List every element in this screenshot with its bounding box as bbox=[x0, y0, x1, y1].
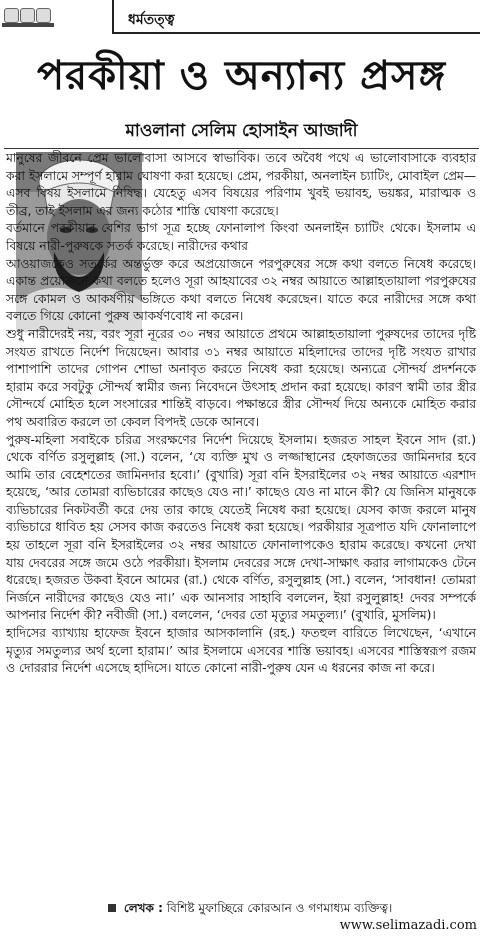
bullet-icon bbox=[108, 904, 116, 912]
paragraph: হাদিসের ব্যাখ্যায় হাফেজ ইবনে হাজার আসকালানি (রহ.) ফতহুল বারিতে লিখেছেন, ‘এখানে মৃত্যুর সমতুল্যর অর্থ হলো হারাম।’ আর ইসলামে এসবের শাস্তি ভয়াবহ। এসবের শাস্তিস্বরূপ রজম ও দোররার নির্দেশ এসেছে হাদিসে। যাতে কোনো নারী-পুরুষ যেন এ ধরনের কাজ না করে। bbox=[6, 626, 476, 676]
website-url[interactable]: www.selimazadi.com bbox=[339, 918, 477, 933]
header-divider bbox=[112, 32, 480, 34]
article-body bbox=[6, 150, 476, 678]
byline-divider bbox=[4, 148, 479, 149]
paragraph: বর্তমানে পরকীয়ার বেশির ভাগ সূত্র হচ্ছে ফোনালাপ কিংবা অনলাইন চ্যাটিং থেকে। ইসলাম এ বিষয়ে নারী-পুরুষকে সতর্ক করেছে। নারীদের কথার bbox=[6, 221, 476, 253]
paragraph: শুধু নারীদেরই নয়, বরং সূরা নূরের ৩০ নম্বর আয়াতে প্রথমে আল্লাহতায়ালা পুরুষদের তাদের দৃষ্টি সংযত রাখতে নির্দেশ দিয়েছেন। আবার ৩১ নম্বর আয়াতে মহিলাদের তাদের দৃষ্টি সংযত রাখার পাশাপাশি তাদের গোপন শোভা অনাবৃত করতে নিষেধ করা হয়েছে। অন্যত্রে সৌন্দর্য প্রদর্শনকে হারাম করে সবটুকু সৌন্দর্য স্বামীর জন্য নিবেদনে উৎসাহ প্রদান করা হয়েছে। কারণ স্বামী তার স্ত্রীর সৌন্দর্যে মোহিত হলে সংসারের শান্তিই বাড়বে। পক্ষান্তরে স্ত্রীর সৌন্দর্য দিয়ে অন্যকে মোহিত করার পথ অবারিত করলে তা কেবল বিপদই ডেকে আনবে। bbox=[6, 326, 476, 429]
paragraph: মানুষের জীবনে প্রেম ভালোবাসা আসবে স্বাভাবিক। তবে অবৈধ পথে এ ভালোবাসাকে ব্যবহার করা ইসলামে সম্পূর্ণ হারাম ঘোষণা করা হয়েছে। প্রেম, পরকীয়া, অনলাইন চ্যাটিং, মোবাইল প্রেম— এসব বিষয় ইসলামে নিষিদ্ধ। যেহেতু এসব বিষয়ের পরিণাম খুবই ভয়াবহ, ভয়ঙ্কর, মারাত্মক ও তীব্র, তাই ইসলাম এর জন্য কঠোর শাস্তি ঘোষণা করেছে। bbox=[6, 151, 476, 218]
writer-note bbox=[108, 900, 392, 920]
paragraph: পুরুষ-মহিলা সবাইকে চরিত্র সংরক্ষণের নির্দেশ দিয়েছে ইসলাম। হজরত সাহল ইবনে সাদ (রা.) থেকে বর্ণিত রসুলুল্লাহ (সা.) বলেন, ‘যে ব্যক্তি মুখ ও লজ্জাস্থানের হেফাজতের জামিনদার হবে আমি তার বেহেশতের জামিনদার হবো।’ (বুখারি) সূরা বনি ইসরাইলের ৩২ নম্বর আয়াতে এরশাদ হয়েছে, ‘আর তোমরা ব্যভিচারের কাছেও যেও না।’ কাছেও যেও না মানে কী? যে জিনিস মানুষকে ব্যভিচারের নিকটবর্তী করে দেয় তার কাছে যেতেই নিষেধ করা হয়েছে। যেসব কাজ করলে মানুষ ব্যভিচারে ধাবিত হয় সেসব কাজ করতেও নিষেধ করা হয়েছে। পরকীয়ার সূত্রপাত যদি ফোনালাপে হয় তাহলে সূরা বনি ইসরাইলের ৩২ নম্বর আয়াতে ফোনালাপকেও হারাম করেছে। কখনো দেখা যায় দেবরের সঙ্গে জমে ওঠে পরকীয়া। ইসলাম দেবরের সঙ্গে দেখা-সাক্ষাৎ করার লাগামকেও টেনে ধরেছে। হজরত উকবা ইবনে আমের (রা.) থেকে বর্ণিত, রসুলুল্লাহ (সা.) বলেন, ‘সাবধান! তোমরা নির্জনে নারীদের কাছেও যেও না।’ এক আনসার সাহাবি বললেন, ইয়া রসুলুল্লাহ! দেবর সম্পর্কে আপনার নির্দেশ কী? নবীজী (সা.) বললেন, ‘দেবর তো মৃত্যুর সমতুল্য।’ (বুখারি, মুসলিম)। bbox=[6, 432, 476, 623]
writer-description: বিশিষ্ট মুফাচ্ছিরে কোরআন ও গণমাধ্যম ব্যক্তিত্ব। bbox=[166, 901, 393, 915]
article-author: মাওলানা সেলিম হোসাইন আজাদী bbox=[125, 121, 358, 141]
writer-label: লেখক : bbox=[123, 901, 163, 915]
article-title: পরকীয়া ও অন্যান্য প্রসঙ্গ bbox=[37, 53, 446, 99]
section-label: ধর্মতত্ত্ব bbox=[128, 12, 175, 28]
header-divider-vertical bbox=[112, 0, 114, 34]
paragraph: আওয়াজকেও সতর্কের অন্তর্ভুক্ত করে অপ্রয়োজনে পরপুরুষের সঙ্গে কথা বলতে নিষেধ করেছে। একান্ত প্রয়োজনে কথা বলতে হলেও সূরা আহযাবের ৩২ নম্বর আয়াতে আল্লাহতায়ালা পরপুরুষের সঙ্গে কোমল ও আকর্ষণীয় ভঙ্গিতে কথা বলতে নিষেধ করেছেন। যাতে করে নারীদের সঙ্গে কথা বলতে গিয়ে কোনো পুরুষ আকর্ষণবোধ না করেন। bbox=[6, 256, 476, 324]
mosque-logo-icon bbox=[2, 2, 58, 30]
header-bar bbox=[0, 0, 483, 36]
